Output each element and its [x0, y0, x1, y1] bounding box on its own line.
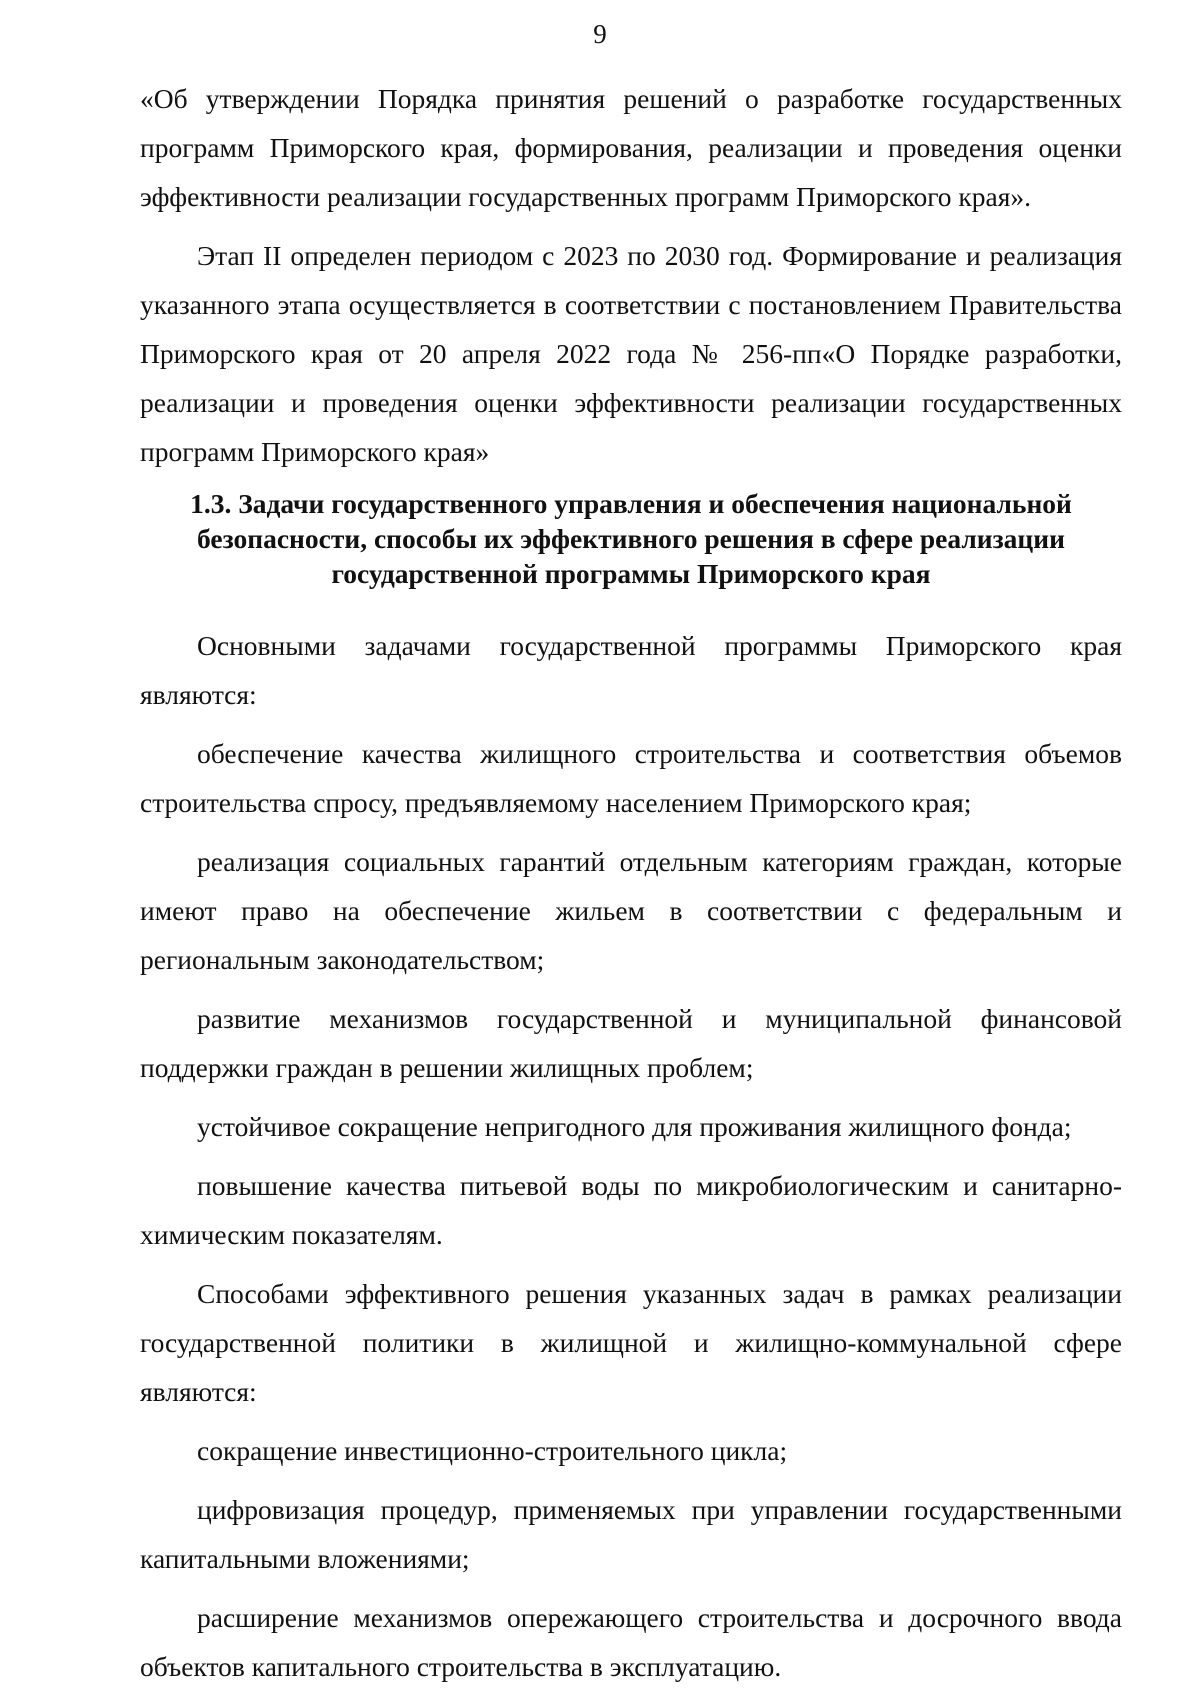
list-item-task: устойчивое сокращение непригодного для проживания жилищного фонда; — [197, 1111, 1072, 1142]
list-item-method: расширение механизмов опережающего строительства и досрочного ввода объектов капитального строительства в эксплуатацию. — [140, 1602, 1122, 1682]
paragraph-resolution-title-continuation: «Об утверждении Порядка принятия решений о разработке государственных программ Приморского края, формирования, реализации и проведения оценки эффективности реализации государственных программ Приморского края». — [140, 83, 1122, 212]
list-item-task: обеспечение качества жилищного строительства и соответствия объемов строительства спросу, предъявляемому населением Приморского края; — [140, 738, 1122, 818]
section-heading: 1.3. Задачи государственного управления и обеспечения национальной безопасности, способы их эффективного решения в сфере реализации государственной программы Приморского края — [190, 488, 1072, 589]
list-item-method: сокращение инвестиционно-строительного цикла; — [197, 1435, 788, 1466]
list-item-task: повышение качества питьевой воды по микробиологическим и санитарно-химическим показателям. — [140, 1170, 1122, 1250]
paragraph-methods-intro: Способами эффективного решения указанных задач в рамках реализации государственной политики в жилищной и жилищно-коммунальной сфере являются: — [140, 1278, 1122, 1407]
list-item-task: развитие механизмов государственной и муниципальной финансовой поддержки граждан в решении жилищных проблем; — [140, 1003, 1122, 1083]
paragraph-stage-two: Этап II определен периодом с 2023 по 2030 год. Формирование и реализация указанного этапа осуществляется в соответствии с постановлением Правительства Приморского края от 20 апреля 2022 года № 256-пп«О Порядке разработки, реализации и проведения оценки эффективности реализации государственных программ Приморского края» — [140, 240, 1122, 467]
page-number: 9 — [593, 19, 607, 49]
paragraph-main-tasks-intro: Основными задачами государственной программы Приморского края являются: — [140, 630, 1122, 710]
list-item-method: цифровизация процедур, применяемых при управлении государственными капитальными вложениями; — [140, 1494, 1122, 1574]
list-item-task: реализация социальных гарантий отдельным категориям граждан, которые имеют право на обеспечение жильем в соответствии с федеральным и региональным законодательством; — [140, 846, 1122, 975]
document-body — [140, 74, 1122, 1701]
